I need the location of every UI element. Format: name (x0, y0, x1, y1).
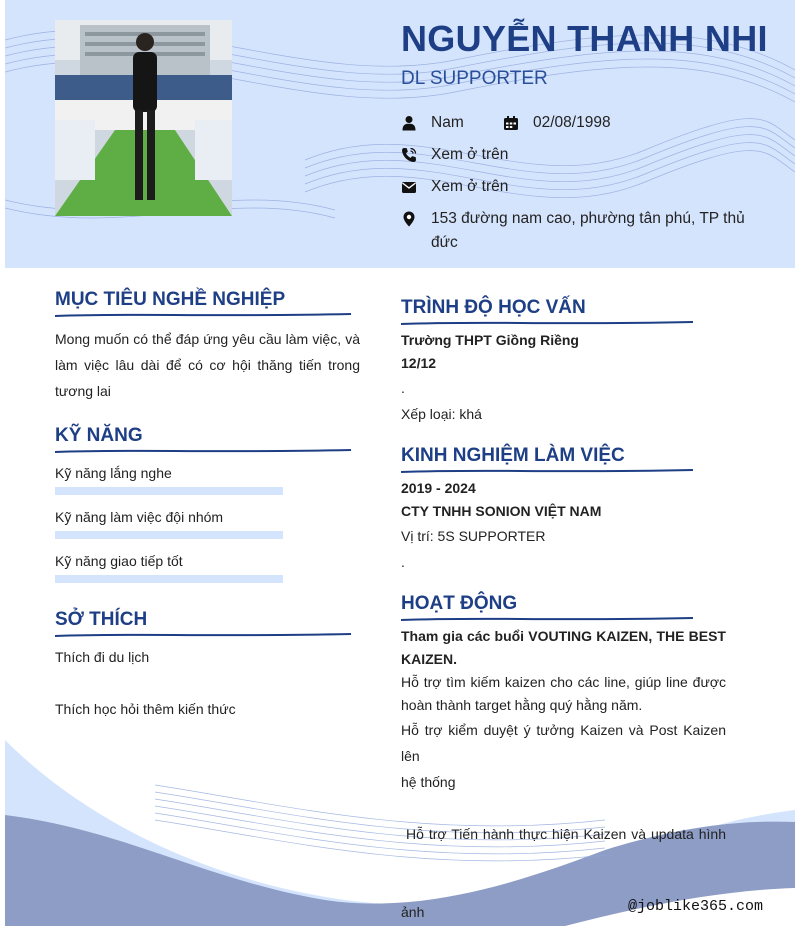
hobbies-title-underline (55, 632, 351, 638)
full-name: NGUYỄN THANH NHI (401, 18, 768, 59)
hobby-item-2: Thích học hỏi thêm kiến thức (55, 701, 236, 717)
address-line-2: đức (431, 234, 458, 251)
activities-paragraph-1 (401, 671, 726, 717)
activities-p3-line-2: ảnh (401, 904, 425, 920)
email-value: Xem ở trên (431, 178, 509, 195)
skill-bar-3 (55, 575, 283, 583)
activities-p1-line-1: Hỗ trợ tìm kiếm kaizen cho các line, giúp line được (401, 674, 726, 690)
experience-section-title: KINH NGHIỆM LÀM VIỆC (401, 445, 625, 466)
objective-line-2: làm việc lâu dài để có cơ hội thăng tiến trong (55, 357, 360, 373)
education-section-title: TRÌNH ĐỘ HỌC VẤN (401, 297, 586, 318)
skills-section-title: KỸ NĂNG (55, 425, 143, 446)
profile-photo (55, 20, 232, 216)
experience-title-underline (401, 468, 693, 474)
skill-bar-1 (55, 487, 283, 495)
cv-page (5, 0, 795, 926)
objective-section-title: MỤC TIÊU NGHỀ NGHIỆP (55, 289, 286, 310)
hobby-item-1: Thích đi du lịch (55, 649, 150, 665)
skill-bar-2 (55, 531, 283, 539)
birthday-value: 02/08/1998 (533, 114, 611, 131)
objective-line-3: tương lai (55, 383, 111, 399)
activities-section-title: HOẠT ĐỘNG (401, 593, 518, 614)
hobbies-section-title: SỞ THÍCH (55, 609, 148, 630)
objective-text (55, 326, 360, 404)
experience-dot: . (401, 554, 405, 570)
phone-icon (401, 147, 417, 163)
activities-p1-line-2: hoàn thành target hằng quý hằng năm. (401, 697, 643, 713)
skill-label-1: Kỹ năng lắng nghe (55, 465, 172, 481)
education-dot: . (401, 380, 405, 396)
activities-p3-line-1: Hỗ trợ Tiến hành thực hiện Kaizen và updata hình (401, 826, 727, 842)
calendar-icon (503, 115, 519, 131)
experience-company: CTY TNHH SONION VIỆT NAM (401, 503, 602, 519)
activities-heading (401, 625, 726, 671)
person-icon (401, 115, 417, 131)
skill-label-3: Kỹ năng giao tiếp tốt (55, 553, 183, 569)
experience-period: 2019 - 2024 (401, 480, 476, 496)
activities-title-underline (401, 616, 693, 622)
phone-value: Xem ở trên (431, 146, 509, 163)
gender-value: Nam (431, 114, 464, 131)
activities-heading-line-1: Tham gia các buổi VOUTING KAIZEN, THE BEST (401, 628, 726, 644)
activities-p2-line-2: hệ thống (401, 774, 456, 790)
activities-heading-line-2: KAIZEN. (401, 651, 457, 667)
experience-position: Vị trí: 5S SUPPORTER (401, 528, 546, 544)
mail-icon (401, 179, 417, 195)
activities-p2-line-1: Hỗ trợ kiểm duyệt ý tưởng Kaizen và Post Kaizen lên (401, 722, 726, 764)
skills-title-underline (55, 448, 351, 454)
skill-label-2: Kỹ năng làm việc đội nhóm (55, 509, 224, 525)
address-line-1: 153 đường nam cao, phường tân phú, TP thủ (431, 210, 745, 227)
job-title: DL SUPPORTER (401, 68, 548, 89)
education-title-underline (401, 320, 693, 326)
objective-line-1: Mong muốn có thể đáp ứng yêu cầu làm việc, và (55, 331, 360, 347)
location-icon (401, 211, 417, 227)
site-watermark: @joblike365.com (628, 898, 764, 915)
education-grade: 12/12 (401, 355, 437, 371)
education-school: Trường THPT Giồng Riềng (401, 332, 579, 348)
objective-title-underline (55, 312, 351, 318)
education-rank: Xếp loại: khá (401, 406, 482, 422)
